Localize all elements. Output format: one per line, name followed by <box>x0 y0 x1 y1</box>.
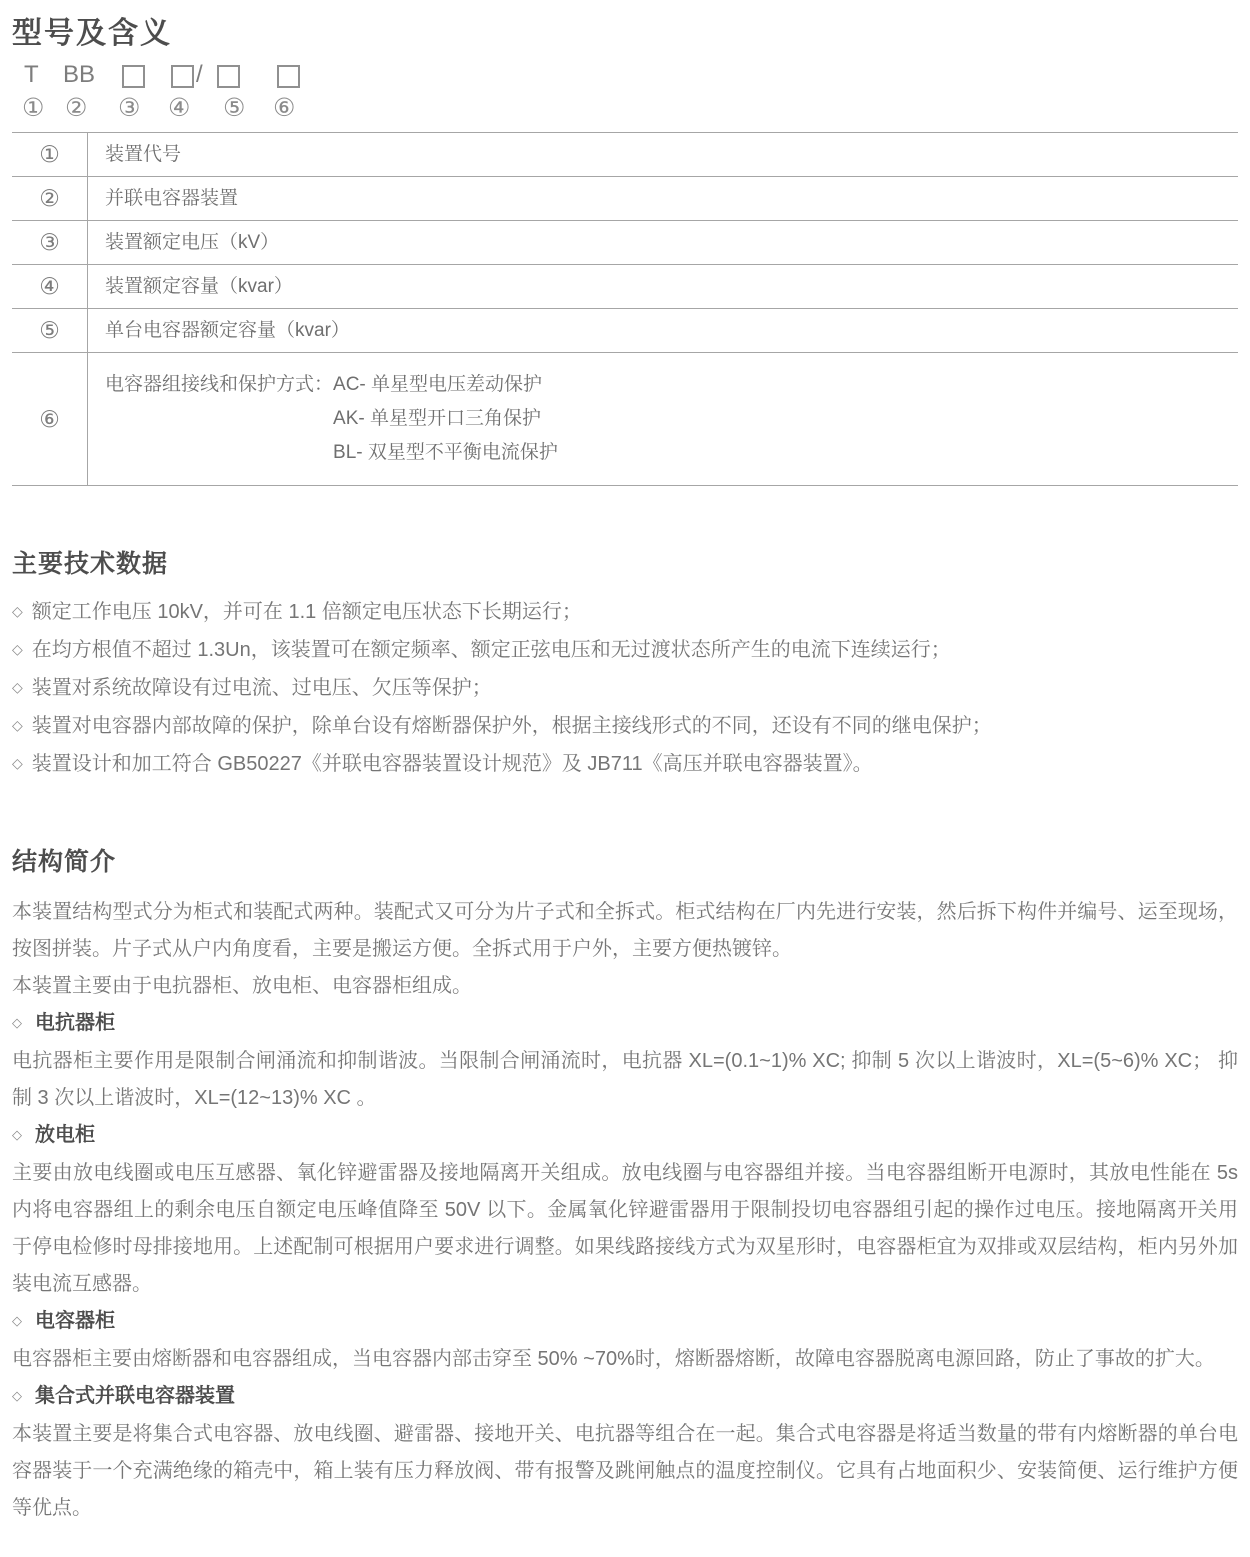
table-row <box>12 177 1238 221</box>
row-description: 单台电容器额定容量（kvar） <box>105 319 350 341</box>
bullet-text: 装置设计和加工符合 GB50227《并联电容器装置设计规范》及 JB711《高压并联电容器装置》。 <box>31 753 873 775</box>
model-box-icon <box>217 65 240 88</box>
list-item <box>12 594 1238 632</box>
row-description: 装置额定容量（kvar） <box>105 275 293 297</box>
model-box-icon <box>277 65 300 88</box>
bullet-text: 装置对电容器内部故障的保护，除单台设有熔断器保护外，根据主接线形式的不同，还设有不同的继电保护； <box>31 715 992 737</box>
model-letter-t: T <box>24 61 39 88</box>
subsection-heading-integrated-device <box>12 1378 1238 1416</box>
model-letter-bb: BB <box>63 61 96 88</box>
diamond-bullet-icon: ◇ <box>12 1127 22 1142</box>
subsection-body: 电容器柜主要由熔断器和电容器组成，当电容器内部击穿至 50% ~70%时，熔断器熔断，故障电容器脱离电源回路，防止了事故的扩大。 <box>12 1348 1215 1370</box>
circle-number-3-icon: ③ <box>118 94 141 122</box>
subsection-heading-text: 放电柜 <box>35 1124 95 1146</box>
subsection-body: 主要由放电线圈或电压互感器、氧化锌避雷器及接地隔离开关组成。放电线圈与电容器组并接。当电容器组断开电源时，其放电性能在 5s 内将电容器组上的剩余电压自额定电压峰值降至 50V 以下。金属氧化锌避雷器用于限制投切电容器组引起的操作过电压。接地隔离开关用于停电检修时母排接地用。上述配制可根据用户要求进行调整。如果线路接线方式为双星形时，电容器柜宜为双排或双层结构，柜内另外加装电流互感器。 <box>12 1162 1238 1295</box>
model-box-icon <box>171 65 194 88</box>
bullet-text: 额定工作电压 10kV，并可在 1.1 倍额定电压状态下长期运行； <box>31 601 582 623</box>
row-number: ⑥ <box>12 353 88 485</box>
list-item <box>12 746 1238 784</box>
subsection-body: 电抗器柜主要作用是限制合闸涌流和抑制谐波。当限制合闸涌流时，电抗器 XL=(0.1~1)% XC; 抑制 5 次以上谐波时，XL=(5~6)% XC； 抑制 3 次以上谐波时，XL=(12~13)% XC 。 <box>12 1050 1238 1109</box>
row-number: ③ <box>12 221 88 264</box>
protection-mode-label: 电容器组接线和保护方式： <box>105 374 334 395</box>
row-number: ④ <box>12 265 88 308</box>
section-title-tech-data: 主要技术数据 <box>12 550 169 578</box>
paragraph: 本装置结构型式分为柜式和装配式两种。装配式又可分为片子式和全拆式。柜式结构在厂内先进行安装，然后拆下构件并编号、运至现场，按图拼装。片子式从户内角度看，主要是搬运方便。全拆式用于户外，主要方便热镀锌。 <box>12 901 1238 960</box>
table-row <box>12 309 1238 353</box>
table-row <box>12 133 1238 177</box>
table-row <box>12 221 1238 265</box>
bullet-text: 在均方根值不超过 1.3Un，该装置可在额定频率、额定正弦电压和无过渡状态所产生的电流下连续运行； <box>31 639 951 661</box>
diamond-bullet-icon: ◇ <box>12 679 23 695</box>
page-title: 型号及含义 <box>12 17 172 50</box>
paragraph: 本装置主要由于电抗器柜、放电柜、电容器柜组成。 <box>12 975 472 997</box>
row-number: ⑤ <box>12 309 88 352</box>
diamond-bullet-icon: ◇ <box>12 1313 22 1328</box>
model-slash: / <box>196 61 203 88</box>
diamond-bullet-icon: ◇ <box>12 755 23 771</box>
list-item <box>12 708 1238 746</box>
row-description: 装置代号 <box>105 143 182 165</box>
document-page <box>0 14 1250 1557</box>
model-box-icon <box>122 65 145 88</box>
table-row <box>12 265 1238 309</box>
diamond-bullet-icon: ◇ <box>12 717 23 733</box>
table-row <box>12 353 1238 486</box>
diamond-bullet-icon: ◇ <box>12 1015 22 1030</box>
protection-option: BL- 双星型不平衡电流保护 <box>333 442 558 463</box>
model-spec-table <box>12 132 1238 486</box>
subsection-heading-reactor-cabinet <box>12 1005 1238 1043</box>
row-description <box>88 353 558 485</box>
diamond-bullet-icon: ◇ <box>12 603 23 619</box>
protection-options <box>333 368 558 470</box>
circle-number-2-icon: ② <box>65 94 88 122</box>
circle-number-5-icon: ⑤ <box>223 94 246 122</box>
subsection-heading-discharge-cabinet <box>12 1117 1238 1155</box>
subsection-heading-capacitor-cabinet <box>12 1303 1238 1341</box>
bullet-text: 装置对系统故障设有过电流、过电压、欠压等保护； <box>31 677 492 699</box>
diamond-bullet-icon: ◇ <box>12 641 23 657</box>
row-description: 装置额定电压（kV） <box>105 231 280 253</box>
circle-number-6-icon: ⑥ <box>273 94 296 122</box>
tech-bullet-list <box>12 594 1238 784</box>
model-code-row <box>12 62 1238 132</box>
row-number: ② <box>12 177 88 220</box>
circle-number-1-icon: ① <box>22 94 45 122</box>
section-title-structure: 结构简介 <box>12 848 117 876</box>
structure-body <box>12 894 1238 1527</box>
diamond-bullet-icon: ◇ <box>12 1388 22 1403</box>
list-item <box>12 632 1238 670</box>
subsection-body: 本装置主要是将集合式电容器、放电线圈、避雷器、接地开关、电抗器等组合在一起。集合式电容器是将适当数量的带有内熔断器的单台电容器装于一个充满绝缘的箱壳中，箱上装有压力释放阀、带有报警及跳闸触点的温度控制仪。它具有占地面积少、安装简便、运行维护方便等优点。 <box>12 1423 1238 1519</box>
subsection-heading-text: 集合式并联电容器装置 <box>35 1385 235 1407</box>
row-number: ① <box>12 133 88 176</box>
subsection-heading-text: 电容器柜 <box>35 1310 115 1332</box>
row-description: 并联电容器装置 <box>105 187 239 209</box>
circle-number-4-icon: ④ <box>168 94 191 122</box>
protection-option: AK- 单星型开口三角保护 <box>333 408 541 429</box>
subsection-heading-text: 电抗器柜 <box>35 1012 115 1034</box>
protection-option: AC- 单星型电压差动保护 <box>333 374 543 395</box>
list-item <box>12 670 1238 708</box>
